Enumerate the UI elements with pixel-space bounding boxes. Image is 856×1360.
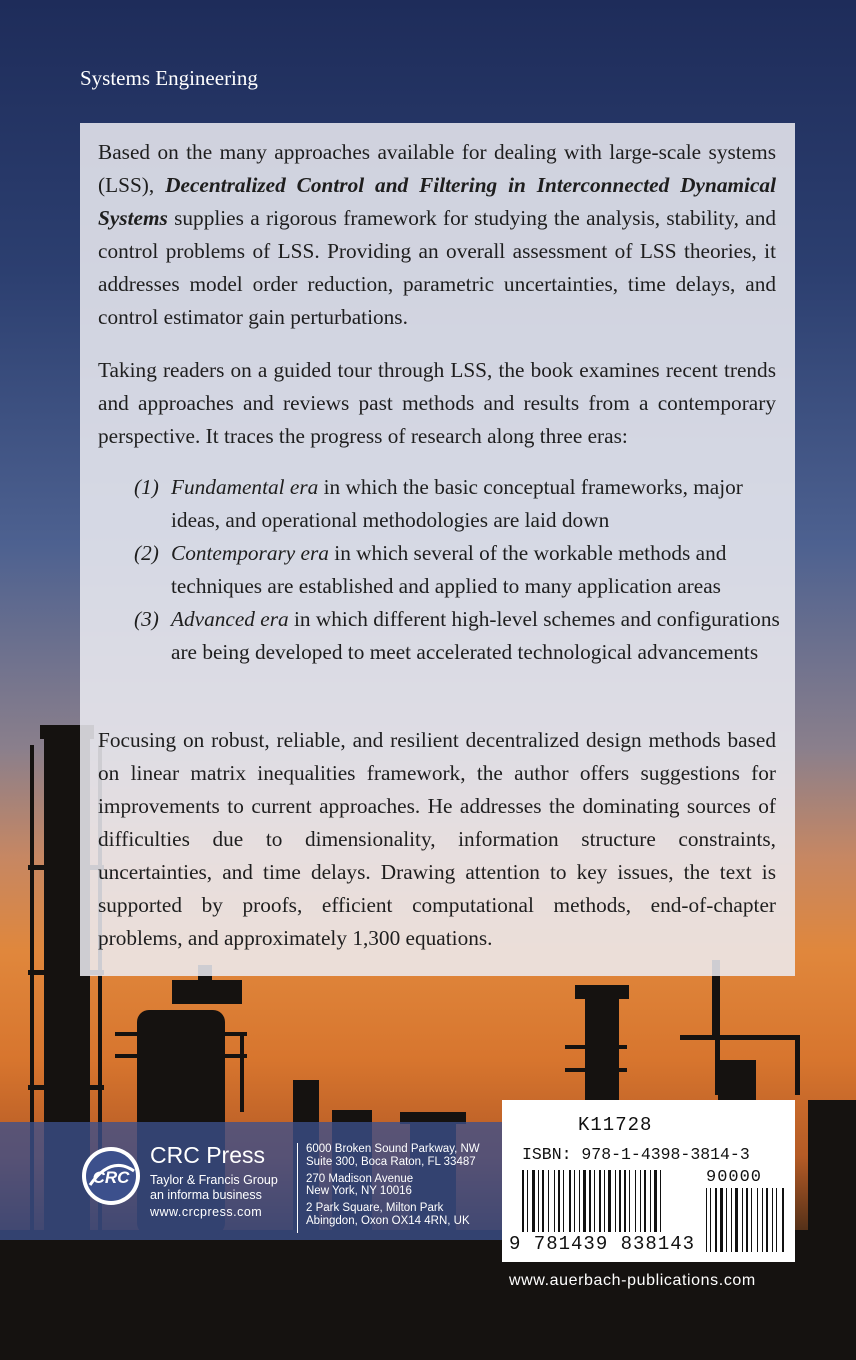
barcode-addon-bar [735,1188,738,1252]
barcode-bar [538,1170,539,1232]
era-description: in which the basic conceptual frameworks, major ideas, and operational methodologies are laid down [171,475,743,532]
barcode-addon-bar [762,1188,763,1252]
list-item [134,603,794,669]
barcode-addon-bar [772,1188,773,1252]
list-item [134,537,794,603]
book-title: Decentralized Control and Filtering in Interconnected Dynamical Systems [98,173,776,230]
isbn-number: ISBN: 978-1-4398-3814-3 [522,1145,750,1164]
barcode-addon-bar [757,1188,758,1252]
era-description: in which several of the workable methods and techniques are established and applied to many application areas [171,541,727,598]
barcode-bar [583,1170,586,1232]
description-paragraph-3: Focusing on robust, reliable, and resilient decentralized design methods based on linear matrix inequalities framework, the author offers suggestions for improvements to current approaches. He addresses the dominating sources of difficulties due to dimensionality, information structure constraints, uncertainties, and time delays. Drawing attention to key issues, the text is supported by proofs, efficient computational methods, end-of-chapter problems, and approximately 1,300 equations. [98,728,776,950]
publisher-name: CRC Press [150,1142,266,1168]
barcode-addon-bar [776,1188,777,1252]
barcode-bar [527,1170,528,1232]
barcode-bar [615,1170,616,1232]
barcode-bar [619,1170,621,1232]
barcode-bar [563,1170,564,1232]
barcode-bar [532,1170,535,1232]
description-paragraph-1 [98,136,776,334]
barcode-bar [608,1170,611,1232]
address-line: 2 Park Square, Milton Park [306,1202,444,1215]
barcode-bar [558,1170,560,1232]
list-number: (1) [134,475,159,499]
address-line: Suite 300, Boca Raton, FL 33487 [306,1155,476,1168]
era-description: in which different high-level schemes and configurations are being developed to meet accelerated technological advancements [171,607,780,664]
barcode-bar [599,1170,601,1232]
catalog-id: K11728 [578,1114,653,1136]
barcode-bar [579,1170,580,1232]
price-code: 90000 [706,1168,763,1187]
barcode-bar [569,1170,571,1232]
barcode-addon-bar [710,1188,711,1252]
description-paragraph-2: Taking readers on a guided tour through LSS, the book examines recent trends and approaches and reviews past methods and results from a contemporary perspective. It traces the progress of research along three eras: [98,358,776,448]
barcode-addon-bar [766,1188,768,1252]
barcode-bar [660,1170,661,1232]
barcode-bar [654,1170,657,1232]
list-item-text [171,471,794,537]
barcode-bar [644,1170,646,1232]
barcode-addon-bar [782,1188,784,1252]
barcode-addon-bar [742,1188,743,1252]
era-name: Contemporary era [171,541,329,565]
barcode-digits: 9 781439 838143 [509,1233,696,1255]
barcode-bar [635,1170,636,1232]
barcode-addon-bar [731,1188,732,1252]
barcode-addon-bar [751,1188,752,1252]
barcode-bar [604,1170,605,1232]
era-name: Advanced era [171,607,289,631]
era-name: Fundamental era [171,475,319,499]
barcode-addon-bar [746,1188,748,1252]
p1-text-before: Based on the many approaches available for dealing with large-scale systems (LSS), [98,140,776,197]
barcode-bar [594,1170,595,1232]
publisher-group [150,1173,278,1203]
crc-logo-icon [80,1145,142,1207]
barcode-bar [574,1170,575,1232]
divider [297,1143,298,1233]
publisher-informa: an informa business [150,1188,262,1202]
series-category: Systems Engineering [80,66,258,90]
list-item-text [171,537,794,603]
list-number: (3) [134,607,159,631]
publisher-website: www.crcpress.com [150,1205,263,1219]
address-line: 270 Madison Avenue [306,1172,414,1185]
address-line: New York, NY 10016 [306,1185,412,1198]
publisher-addresses [306,1143,506,1228]
barcode-bar [548,1170,549,1232]
crc-logo-text: CRC [92,1168,130,1187]
barcode-addon-bar [706,1188,707,1252]
barcode-addon-bar [720,1188,723,1252]
barcode-bar [542,1170,544,1232]
imprint-website: www.auerbach-publications.com [509,1272,756,1289]
barcode-bar [589,1170,591,1232]
address-line: Abingdon, Oxon OX14 4RN, UK [306,1214,470,1227]
address-line: 6000 Broken Sound Parkway, NW [306,1143,480,1155]
barcode-bar [554,1170,555,1232]
barcode-bar [629,1170,630,1232]
barcode-addon-bar [715,1188,717,1252]
list-number: (2) [134,541,159,565]
p1-text-after: supplies a rigorous framework for studying the analysis, stability, and control problems of LSS. Providing an overall assessment of LSS theories, it addresses model order reduction, parametric uncertainties, time delays, and control estimator gain perturbations. [98,206,776,329]
barcode-bar [650,1170,651,1232]
list-item-text [171,603,794,669]
eras-list [134,471,794,669]
barcode-bar [522,1170,524,1232]
publisher-group-name: Taylor & Francis Group [150,1173,278,1187]
barcode-addon-bar [726,1188,727,1252]
barcode-bar [640,1170,641,1232]
list-item [134,471,794,537]
barcode-bar [624,1170,626,1232]
